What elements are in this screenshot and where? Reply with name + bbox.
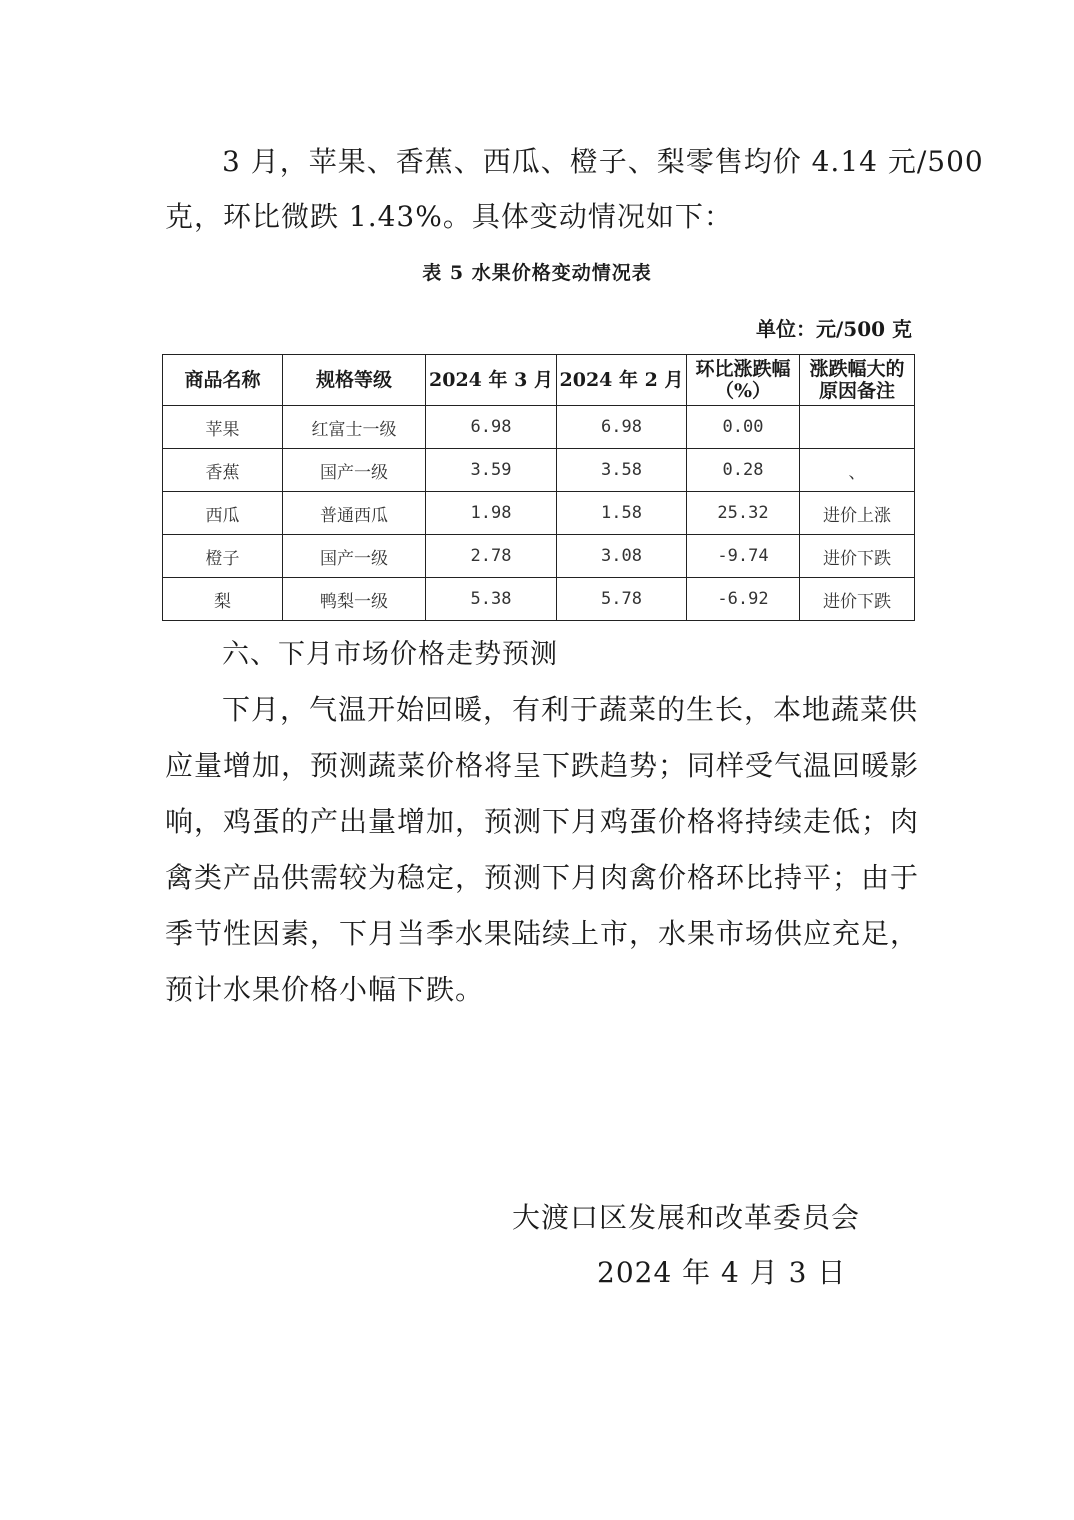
header-reason bbox=[800, 355, 915, 406]
cell-grade: 鸭梨一级 bbox=[283, 578, 426, 621]
header-mar: 2024 年 3 月 bbox=[426, 355, 557, 406]
forecast-line-1: 下月，气温开始回暖，有利于蔬菜的生长，本地蔬菜供 bbox=[222, 693, 919, 726]
cell-mar: 6.98 bbox=[426, 406, 557, 449]
forecast-line-2: 应量增加，预测蔬菜价格将呈下跌趋势；同样受气温回暖影 bbox=[165, 749, 920, 782]
cell-reason bbox=[800, 406, 915, 449]
cell-reason: 进价下跌 bbox=[800, 535, 915, 578]
table-row bbox=[163, 578, 915, 621]
forecast-line-6: 预计水果价格小幅下跌。 bbox=[165, 973, 485, 1006]
cell-name: 西瓜 bbox=[163, 492, 283, 535]
cell-name: 梨 bbox=[163, 578, 283, 621]
signature-date: 2024 年 4 月 3 日 bbox=[597, 1256, 847, 1289]
cell-change: 0.28 bbox=[687, 449, 800, 492]
cell-change: -9.74 bbox=[687, 535, 800, 578]
cell-change: 25.32 bbox=[687, 492, 800, 535]
header-name: 商品名称 bbox=[163, 355, 283, 406]
header-reason-line-1: 涨跌幅大的 bbox=[809, 358, 905, 380]
cell-change: 0.00 bbox=[687, 406, 800, 449]
cell-reason: 进价下跌 bbox=[800, 578, 915, 621]
table-row bbox=[163, 449, 915, 492]
cell-mar: 1.98 bbox=[426, 492, 557, 535]
forecast-line-4: 禽类产品供需较为稳定，预测下月肉禽价格环比持平；由于 bbox=[165, 861, 920, 894]
cell-name: 橙子 bbox=[163, 535, 283, 578]
intro-line-2: 克，环比微跌 1.43%。具体变动情况如下： bbox=[165, 200, 733, 233]
cell-reason: 、 bbox=[800, 449, 915, 492]
cell-change: -6.92 bbox=[687, 578, 800, 621]
cell-feb: 6.98 bbox=[557, 406, 687, 449]
cell-feb: 3.08 bbox=[557, 535, 687, 578]
forecast-line-3: 响，鸡蛋的产出量增加，预测下月鸡蛋价格将持续走低；肉 bbox=[165, 805, 920, 838]
cell-grade: 国产一级 bbox=[283, 535, 426, 578]
header-change bbox=[687, 355, 800, 406]
table-header-row bbox=[163, 355, 915, 406]
signature-org: 大渡口区发展和改革委员会 bbox=[512, 1201, 861, 1234]
forecast-line-5: 季节性因素，下月当季水果陆续上市，水果市场供应充足， bbox=[165, 917, 920, 950]
cell-feb: 3.58 bbox=[557, 449, 687, 492]
cell-reason: 进价上涨 bbox=[800, 492, 915, 535]
cell-feb: 5.78 bbox=[557, 578, 687, 621]
header-grade: 规格等级 bbox=[283, 355, 426, 406]
table-row bbox=[163, 535, 915, 578]
header-feb: 2024 年 2 月 bbox=[557, 355, 687, 406]
cell-name: 香蕉 bbox=[163, 449, 283, 492]
cell-grade: 国产一级 bbox=[283, 449, 426, 492]
cell-mar: 3.59 bbox=[426, 449, 557, 492]
table-row bbox=[163, 492, 915, 535]
header-change-line-1: 环比涨跌幅 bbox=[695, 358, 791, 380]
cell-grade: 红富士一级 bbox=[283, 406, 426, 449]
cell-name: 苹果 bbox=[163, 406, 283, 449]
cell-grade: 普通西瓜 bbox=[283, 492, 426, 535]
cell-feb: 1.58 bbox=[557, 492, 687, 535]
table-unit: 单位：元/500 克 bbox=[755, 317, 912, 341]
header-reason-line-2: 原因备注 bbox=[818, 380, 895, 402]
section-heading: 六、下月市场价格走势预测 bbox=[222, 639, 558, 670]
fruit-price-table bbox=[162, 354, 915, 621]
table-row bbox=[163, 406, 915, 449]
table-title: 表 5 水果价格变动情况表 bbox=[422, 262, 652, 284]
intro-line-1: 3 月，苹果、香蕉、西瓜、橙子、梨零售均价 4.14 元/500 bbox=[222, 145, 984, 178]
header-change-line-2: （%） bbox=[714, 380, 772, 402]
cell-mar: 2.78 bbox=[426, 535, 557, 578]
cell-mar: 5.38 bbox=[426, 578, 557, 621]
